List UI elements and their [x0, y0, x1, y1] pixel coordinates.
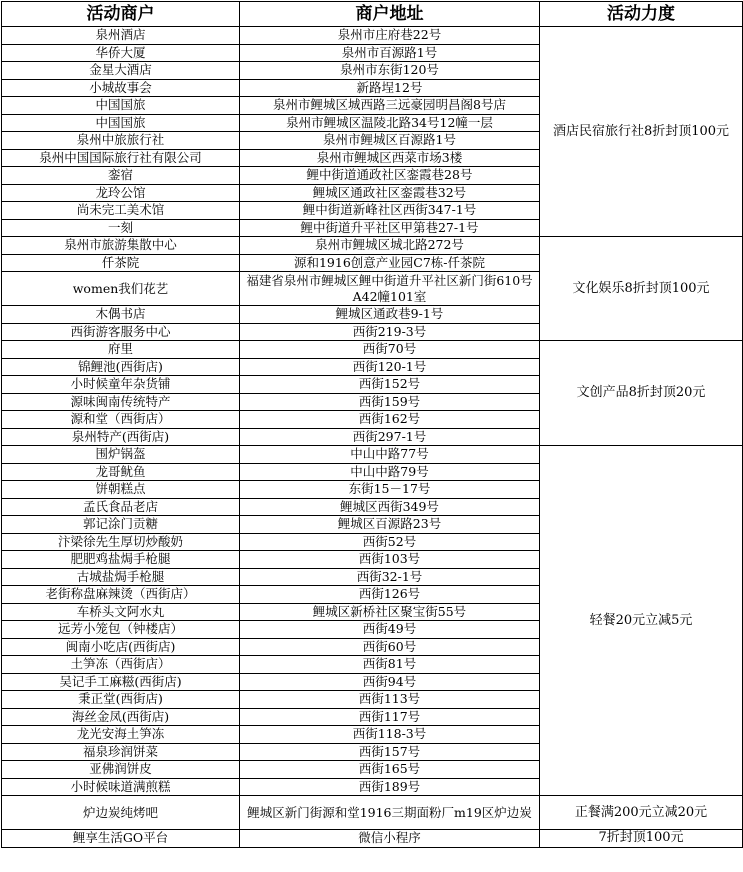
merchant-name: 龙哥鱿鱼	[2, 463, 240, 481]
merchant-name: 亚佛润饼皮	[2, 761, 240, 779]
merchant-name: 福泉珍润饼菜	[2, 743, 240, 761]
table-row	[2, 341, 743, 359]
merchant-address: 西街162号	[240, 411, 540, 429]
promotion-cell: 文创产品8折封顶20元	[540, 341, 743, 446]
merchant-name: 泉州中旅旅行社	[2, 132, 240, 150]
merchant-name: 尚未完工美术馆	[2, 202, 240, 220]
merchant-name: 老街称盘麻辣烫（西街店）	[2, 586, 240, 604]
header-promotion: 活动力度	[540, 2, 743, 27]
merchant-address: 西街32-1号	[240, 568, 540, 586]
merchant-name: 华侨大厦	[2, 44, 240, 62]
merchant-address: 鲤城区通政社区銮霞巷32号	[240, 184, 540, 202]
merchant-name: 小城故事会	[2, 79, 240, 97]
merchant-name: 鲤享生活GO平台	[2, 830, 240, 848]
merchant-name: 龙光安海土笋冻	[2, 726, 240, 744]
merchant-address: 西街118-3号	[240, 726, 540, 744]
merchant-name: 府里	[2, 341, 240, 359]
merchant-name: 郭记涂门贡糖	[2, 516, 240, 534]
header-address: 商户地址	[240, 2, 540, 27]
merchant-name: 泉州酒店	[2, 27, 240, 45]
merchant-name: 肥肥鸡盐焗手枪腿	[2, 551, 240, 569]
merchant-address: 西街126号	[240, 586, 540, 604]
merchant-address: 鲤城区西街349号	[240, 498, 540, 516]
merchant-address: 鲤城区通政巷9-1号	[240, 306, 540, 324]
merchant-address: 西街94号	[240, 673, 540, 691]
merchant-address: 源和1916创意产业园C7栋-仟茶院	[240, 254, 540, 272]
merchant-name: 饼朝糕点	[2, 481, 240, 499]
promotion-cell: 正餐满200元立减20元	[540, 796, 743, 830]
merchant-name: 闽南小吃店(西街店)	[2, 638, 240, 656]
merchant-address: 泉州市鲤城区西菜市场3楼	[240, 149, 540, 167]
merchant-address: 西街159号	[240, 393, 540, 411]
merchant-name: 泉州特产(西街店)	[2, 428, 240, 446]
merchant-address: 鲤城区百源路23号	[240, 516, 540, 534]
merchant-name: 小时候童年杂货铺	[2, 376, 240, 394]
merchant-name: 围炉锅盔	[2, 446, 240, 464]
merchant-address: 新路埕12号	[240, 79, 540, 97]
merchant-name: women我们花艺	[2, 272, 240, 306]
merchant-name: 金星大酒店	[2, 62, 240, 80]
merchant-address: 泉州市鲤城区百源路1号	[240, 132, 540, 150]
table-row	[2, 796, 743, 830]
merchant-address: 西街152号	[240, 376, 540, 394]
promotion-cell: 7折封顶100元	[540, 830, 743, 848]
merchant-name: 木偶书店	[2, 306, 240, 324]
merchant-address: 中山中路79号	[240, 463, 540, 481]
merchant-address: 西街219-3号	[240, 323, 540, 341]
promotion-cell: 酒店民宿旅行社8折封顶100元	[540, 27, 743, 237]
merchant-address: 福建省泉州市鲤城区鲤中街道升平社区新门街610号A42幢101室	[240, 272, 540, 306]
merchant-address: 鲤城区新桥社区聚宝街55号	[240, 603, 540, 621]
merchant-name: 中国国旅	[2, 114, 240, 132]
merchant-address: 西街165号	[240, 761, 540, 779]
merchant-name: 中国国旅	[2, 97, 240, 115]
merchant-address: 西街113号	[240, 691, 540, 709]
merchant-name: 泉州市旅游集散中心	[2, 237, 240, 255]
merchant-address: 西街157号	[240, 743, 540, 761]
merchant-name: 小时候味道满煎糕	[2, 778, 240, 796]
merchant-address: 东街15－17号	[240, 481, 540, 499]
promotion-cell: 轻餐20元立减5元	[540, 446, 743, 796]
table-row	[2, 446, 743, 464]
table-row	[2, 830, 743, 848]
merchant-address: 鲤中街道新峰社区西街347-1号	[240, 202, 540, 220]
merchant-name: 孟氏食品老店	[2, 498, 240, 516]
merchant-name: 炉边炭纯烤吧	[2, 796, 240, 830]
merchant-name: 秉正堂(西街店)	[2, 691, 240, 709]
merchant-name: 仟茶院	[2, 254, 240, 272]
merchant-address: 西街103号	[240, 551, 540, 569]
merchant-address: 西街117号	[240, 708, 540, 726]
merchant-address: 泉州市百源路1号	[240, 44, 540, 62]
merchant-name: 吴记手工麻糍(西街店)	[2, 673, 240, 691]
merchant-address: 泉州市庄府巷22号	[240, 27, 540, 45]
merchant-address: 西街60号	[240, 638, 540, 656]
merchant-name: 锦鲤池(西街店)	[2, 358, 240, 376]
merchant-address: 泉州市鲤城区城西路三远豪园明昌阁8号店	[240, 97, 540, 115]
merchant-address: 鲤中街道升平社区甲第巷27-1号	[240, 219, 540, 237]
merchant-address: 泉州市鲤城区温陵北路34号12幢一层	[240, 114, 540, 132]
merchant-address: 西街297-1号	[240, 428, 540, 446]
merchant-name: 车桥头文阿水丸	[2, 603, 240, 621]
merchant-address: 西街189号	[240, 778, 540, 796]
merchant-name: 汴梁徐先生厚切炒酸奶	[2, 533, 240, 551]
merchant-name: 銮宿	[2, 167, 240, 185]
merchant-address: 泉州市鲤城区城北路272号	[240, 237, 540, 255]
merchant-address: 鲤城区新门街源和堂1916三期面粉厂m19区炉边炭	[240, 796, 540, 830]
merchant-address: 西街52号	[240, 533, 540, 551]
merchant-address: 鲤中街道通政社区銮霞巷28号	[240, 167, 540, 185]
merchant-name: 西街游客服务中心	[2, 323, 240, 341]
merchant-address: 西街81号	[240, 656, 540, 674]
merchant-name: 古城盐焗手枪腿	[2, 568, 240, 586]
merchant-address: 西街70号	[240, 341, 540, 359]
merchant-name: 龙玲公馆	[2, 184, 240, 202]
merchant-address: 西街49号	[240, 621, 540, 639]
merchant-name: 远芳小笼包（钟楼店）	[2, 621, 240, 639]
merchant-address: 中山中路77号	[240, 446, 540, 464]
merchant-table	[1, 1, 743, 848]
merchant-address: 微信小程序	[240, 830, 540, 848]
merchant-name: 源味闽南传统特产	[2, 393, 240, 411]
merchant-name: 土笋冻（西街店）	[2, 656, 240, 674]
merchant-address: 西街120-1号	[240, 358, 540, 376]
merchant-name: 泉州中国国际旅行社有限公司	[2, 149, 240, 167]
merchant-address: 泉州市东街120号	[240, 62, 540, 80]
header-row	[2, 2, 743, 27]
merchant-name: 源和堂（西街店）	[2, 411, 240, 429]
promotion-cell: 文化娱乐8折封顶100元	[540, 237, 743, 341]
header-merchant: 活动商户	[2, 2, 240, 27]
table-row	[2, 27, 743, 45]
merchant-name: 一刻	[2, 219, 240, 237]
table-row	[2, 237, 743, 255]
merchant-name: 海丝金凤(西街店)	[2, 708, 240, 726]
